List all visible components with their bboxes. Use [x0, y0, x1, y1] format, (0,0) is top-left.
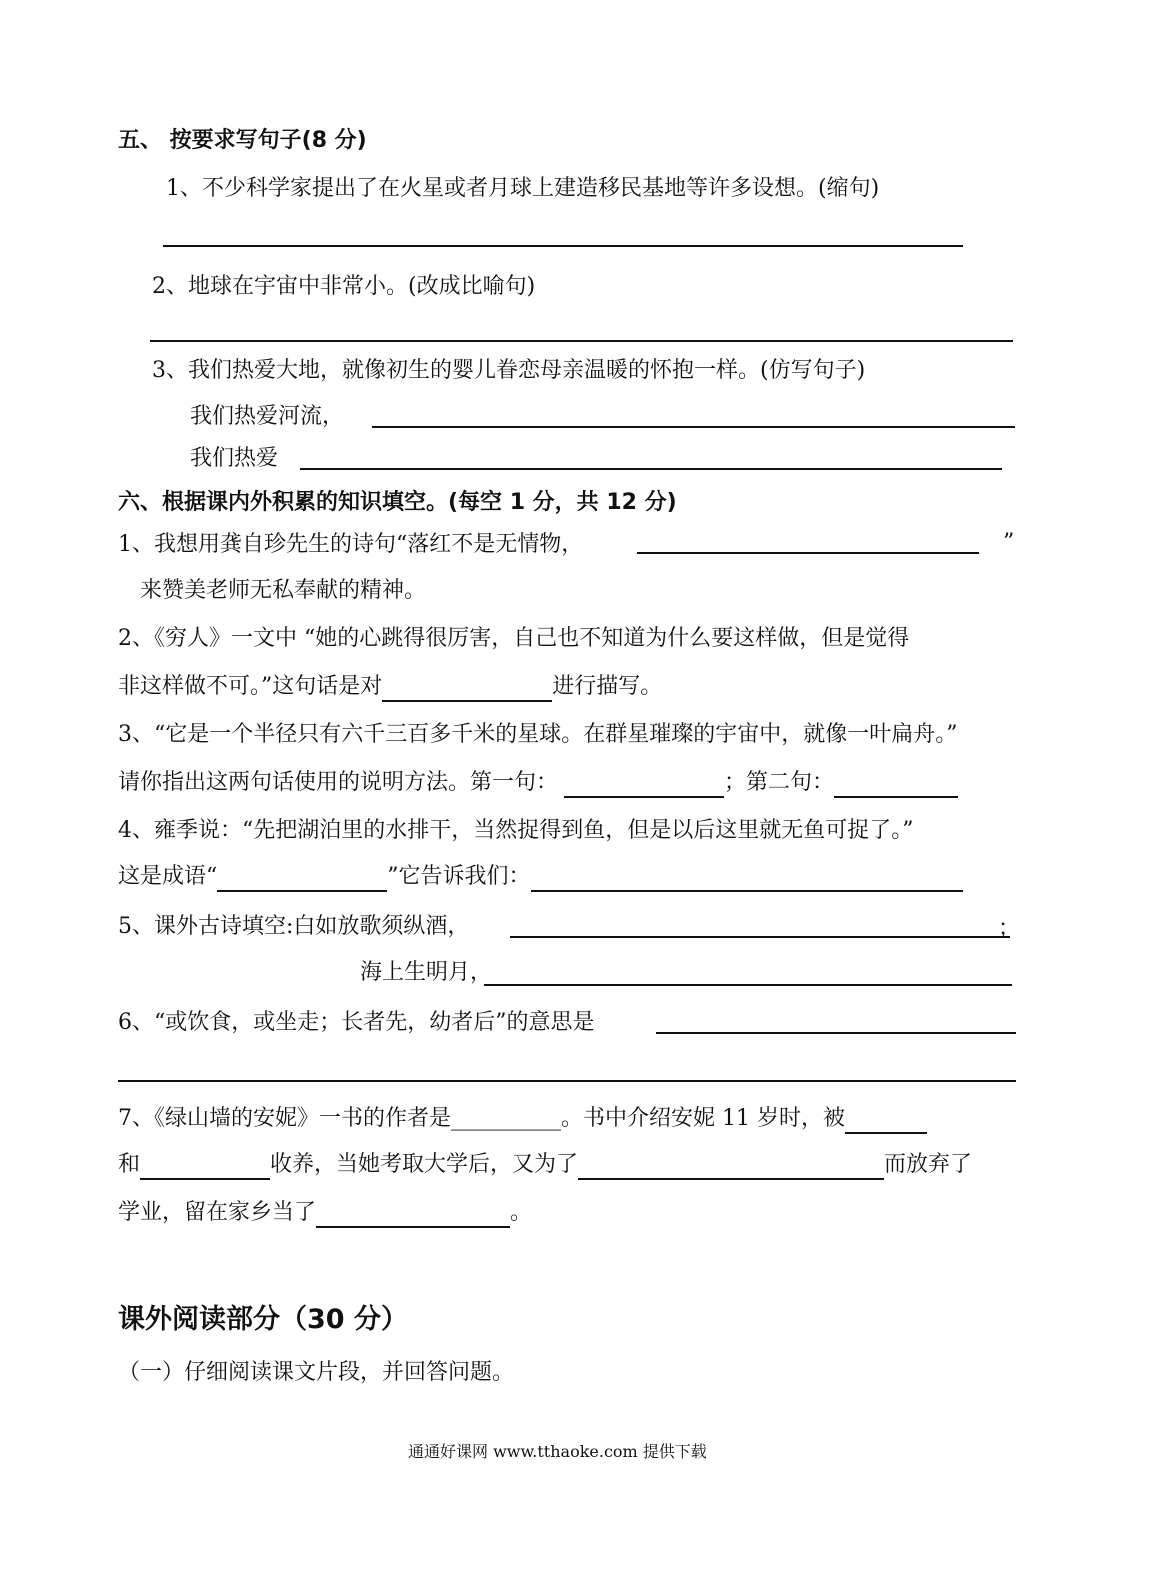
s6-q7-blank-adopter-1[interactable] — [845, 1108, 927, 1134]
s6-q7-blank-reason[interactable] — [578, 1154, 884, 1180]
s6-q2-pre: 非这样做不可。”这句话是对 — [118, 674, 383, 699]
s6-q7-job-pre: 学业，留在家乡当了 — [118, 1200, 317, 1225]
s6-q7-mid: 收养，当她考取大学后，又为了 — [270, 1152, 579, 1177]
s6-q1-blank[interactable] — [637, 552, 979, 554]
s6-q6-text: 6、“或饮食，或坐走；长者先，幼者后”的意思是 — [118, 1010, 595, 1035]
s6-q7-line3 — [118, 1198, 532, 1228]
s6-q5-semicolon: ； — [998, 916, 1021, 941]
s6-q4-pre: 这是成语“ — [118, 864, 218, 889]
s5-q3a-prefix: 我们热爱河流， — [190, 404, 345, 429]
s5-q3-text: 3、我们热爱大地，就像初生的婴儿眷恋母亲温暖的怀抱一样。(仿写句子) — [152, 358, 866, 383]
section-5-title: 五、 按要求写句子(8 分) — [118, 128, 367, 153]
s5-q2-answer-line[interactable] — [150, 340, 1013, 342]
s6-q1-text: 1、我想用龚自珍先生的诗句“落红不是无情物， — [118, 532, 584, 557]
s6-q6-blank-1[interactable] — [656, 1032, 1016, 1034]
s6-q5-blank-1[interactable] — [510, 936, 1010, 938]
s6-q7-post: 而放弃了 — [884, 1152, 973, 1177]
s6-q5-line2-text: 海上生明月， — [360, 960, 493, 985]
s6-q6-blank-2[interactable] — [118, 1080, 1016, 1082]
s6-q7-line2 — [118, 1150, 972, 1180]
s5-q3b-prefix: 我们热爱 — [190, 446, 279, 471]
s6-q4-line2 — [118, 862, 963, 892]
section-6-title: 六、根据课内外积累的知识填空。(每空 1 分，共 12 分) — [118, 490, 677, 515]
reading-subsection-title: （一）仔细阅读课文片段，并回答问题。 — [118, 1360, 515, 1385]
s6-q4-blank-meaning[interactable] — [531, 866, 963, 892]
s6-q3-text: 3、“它是一个半径只有六千三百多千米的星球。在群星璀璨的宇宙中，就像一叶扁舟。” — [118, 722, 958, 747]
s5-q3a-answer-line[interactable] — [372, 426, 1015, 428]
s6-q5-text: 5、课外古诗填空:白如放歌须纵酒， — [118, 914, 470, 939]
s6-q7-blank-job[interactable] — [316, 1202, 510, 1228]
s6-q1-close-quote: ” — [1003, 530, 1015, 555]
s6-q2-blank[interactable] — [382, 676, 552, 702]
s5-q1-text: 1、不少科学家提出了在火星或者月球上建造移民基地等许多设想。(缩句) — [166, 176, 880, 201]
s6-q3-line2 — [118, 768, 958, 798]
s5-q1-answer-line[interactable] — [163, 245, 963, 247]
s5-q2-text: 2、地球在宇宙中非常小。(改成比喻句) — [152, 274, 536, 299]
s6-q7-blank-adopter-2[interactable] — [140, 1154, 270, 1180]
s6-q4-text: 4、雍季说：“先把湖泊里的水排干，当然捉得到鱼，但是以后这里就无鱼可捉了。” — [118, 818, 914, 843]
s6-q3-mid: ；第二句： — [724, 770, 835, 795]
s6-q4-blank-idiom[interactable] — [217, 866, 387, 892]
s6-q7-line1 — [118, 1104, 927, 1134]
reading-section-title: 课外阅读部分（30 分） — [118, 1304, 408, 1335]
s6-q3-blank-1[interactable] — [564, 772, 724, 798]
s5-q3b-answer-line[interactable] — [300, 468, 1002, 470]
s6-q7-and: 和 — [118, 1152, 141, 1177]
s6-q2-line2 — [118, 672, 662, 702]
s6-q7-end: 。 — [510, 1200, 533, 1225]
s6-q5-blank-2[interactable] — [484, 984, 1012, 986]
s6-q3-blank-2[interactable] — [834, 772, 958, 798]
s6-q2-post: 进行描写。 — [552, 674, 663, 699]
s6-q7-pre: 7、《绿山墙的安妮》一书的作者是__________。书中介绍安妮 11 岁时，被 — [118, 1106, 845, 1131]
s6-q2-text: 2、《穷人》一文中 “她的心跳得很厉害，自己也不知道为什么要这样做，但是觉得 — [118, 626, 910, 651]
s6-q4-mid: ”它告诉我们： — [387, 864, 531, 889]
s6-q3-pre: 请你指出这两句话使用的说明方法。第一句： — [118, 770, 559, 795]
page-footer: 通通好课网 www.tthaoke.com 提供下载 — [408, 1442, 707, 1461]
s6-q1-continuation: 来赞美老师无私奉献的精神。 — [140, 578, 427, 603]
